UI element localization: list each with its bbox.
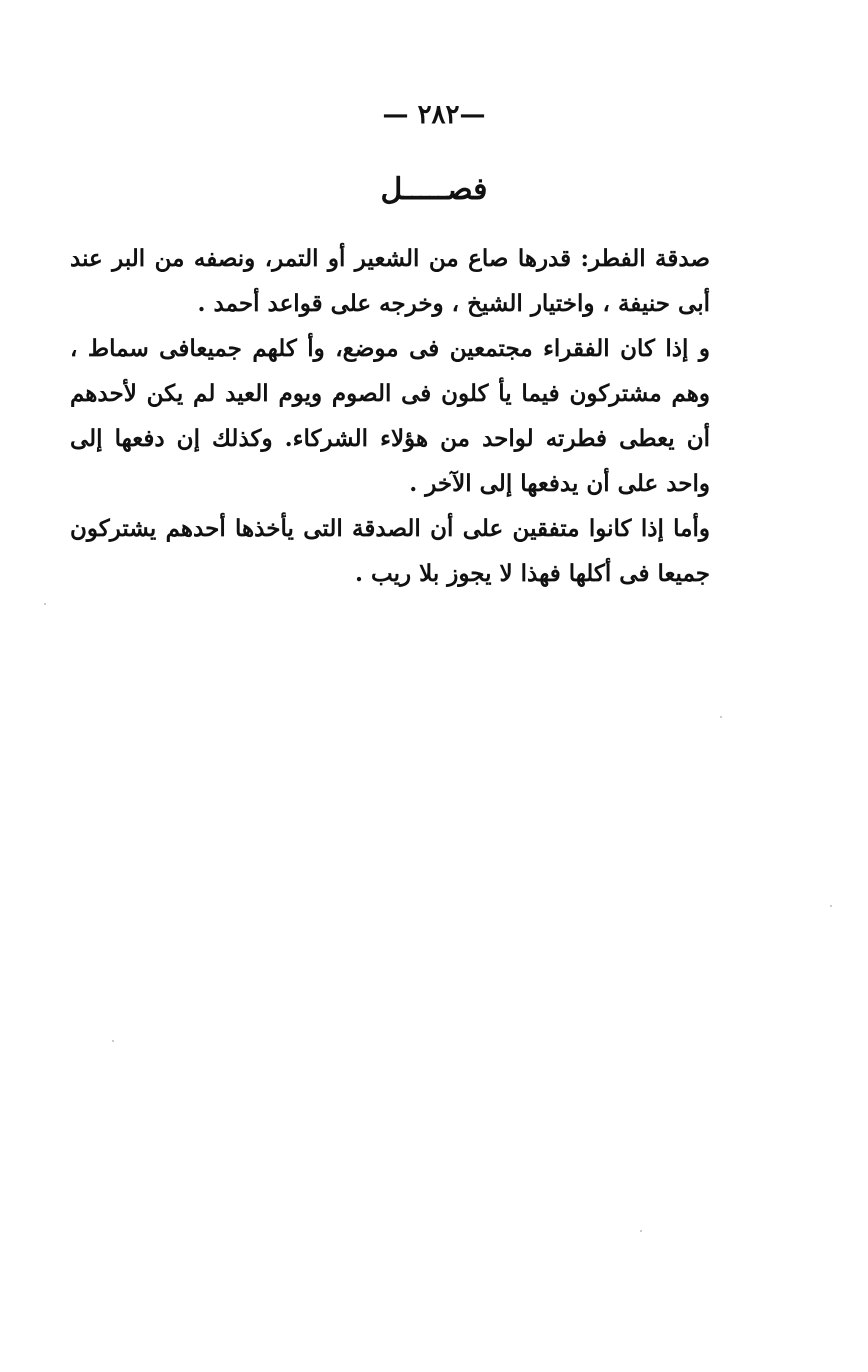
scan-speck (112, 1040, 114, 1042)
scan-speck (44, 603, 46, 605)
scan-speck (830, 905, 832, 907)
scan-speck (640, 1230, 642, 1232)
paragraph-shared-charity: وأما إذا كانوا متفقين على أن الصدقة التى يأخذها أحدهم يشتركون جميعا فى أكلها فهذا لا يجوز بلا ريب . (70, 515, 710, 587)
paragraph-zakat-al-fitr-amount: صدقة الفطر: قدرها صاع من الشعير أو التمر، ونصفه من البر عند أبى حنيفة ، واختيار الشيخ ، وخرجه على قواعد أحمد . (70, 245, 710, 317)
section-title: فصـــــل (380, 172, 488, 207)
body-text (70, 236, 710, 596)
paragraph-poor-gathered: و إذا كان الفقراء مجتمعين فى موضع، وأ كلهم جميعافى سماط ، وهم مشتركون فيما يأ كلون فى الصوم ويوم العيد لم يكن لأحدهم أن يعطى فطرته لواحد من هؤلاء الشركاء. وكذلك إن دفعها إلى واحد على أن يدفعها إلى الآخر . (70, 335, 711, 497)
scan-speck (720, 716, 722, 718)
page-number: — ٢٨٢— (382, 100, 486, 130)
